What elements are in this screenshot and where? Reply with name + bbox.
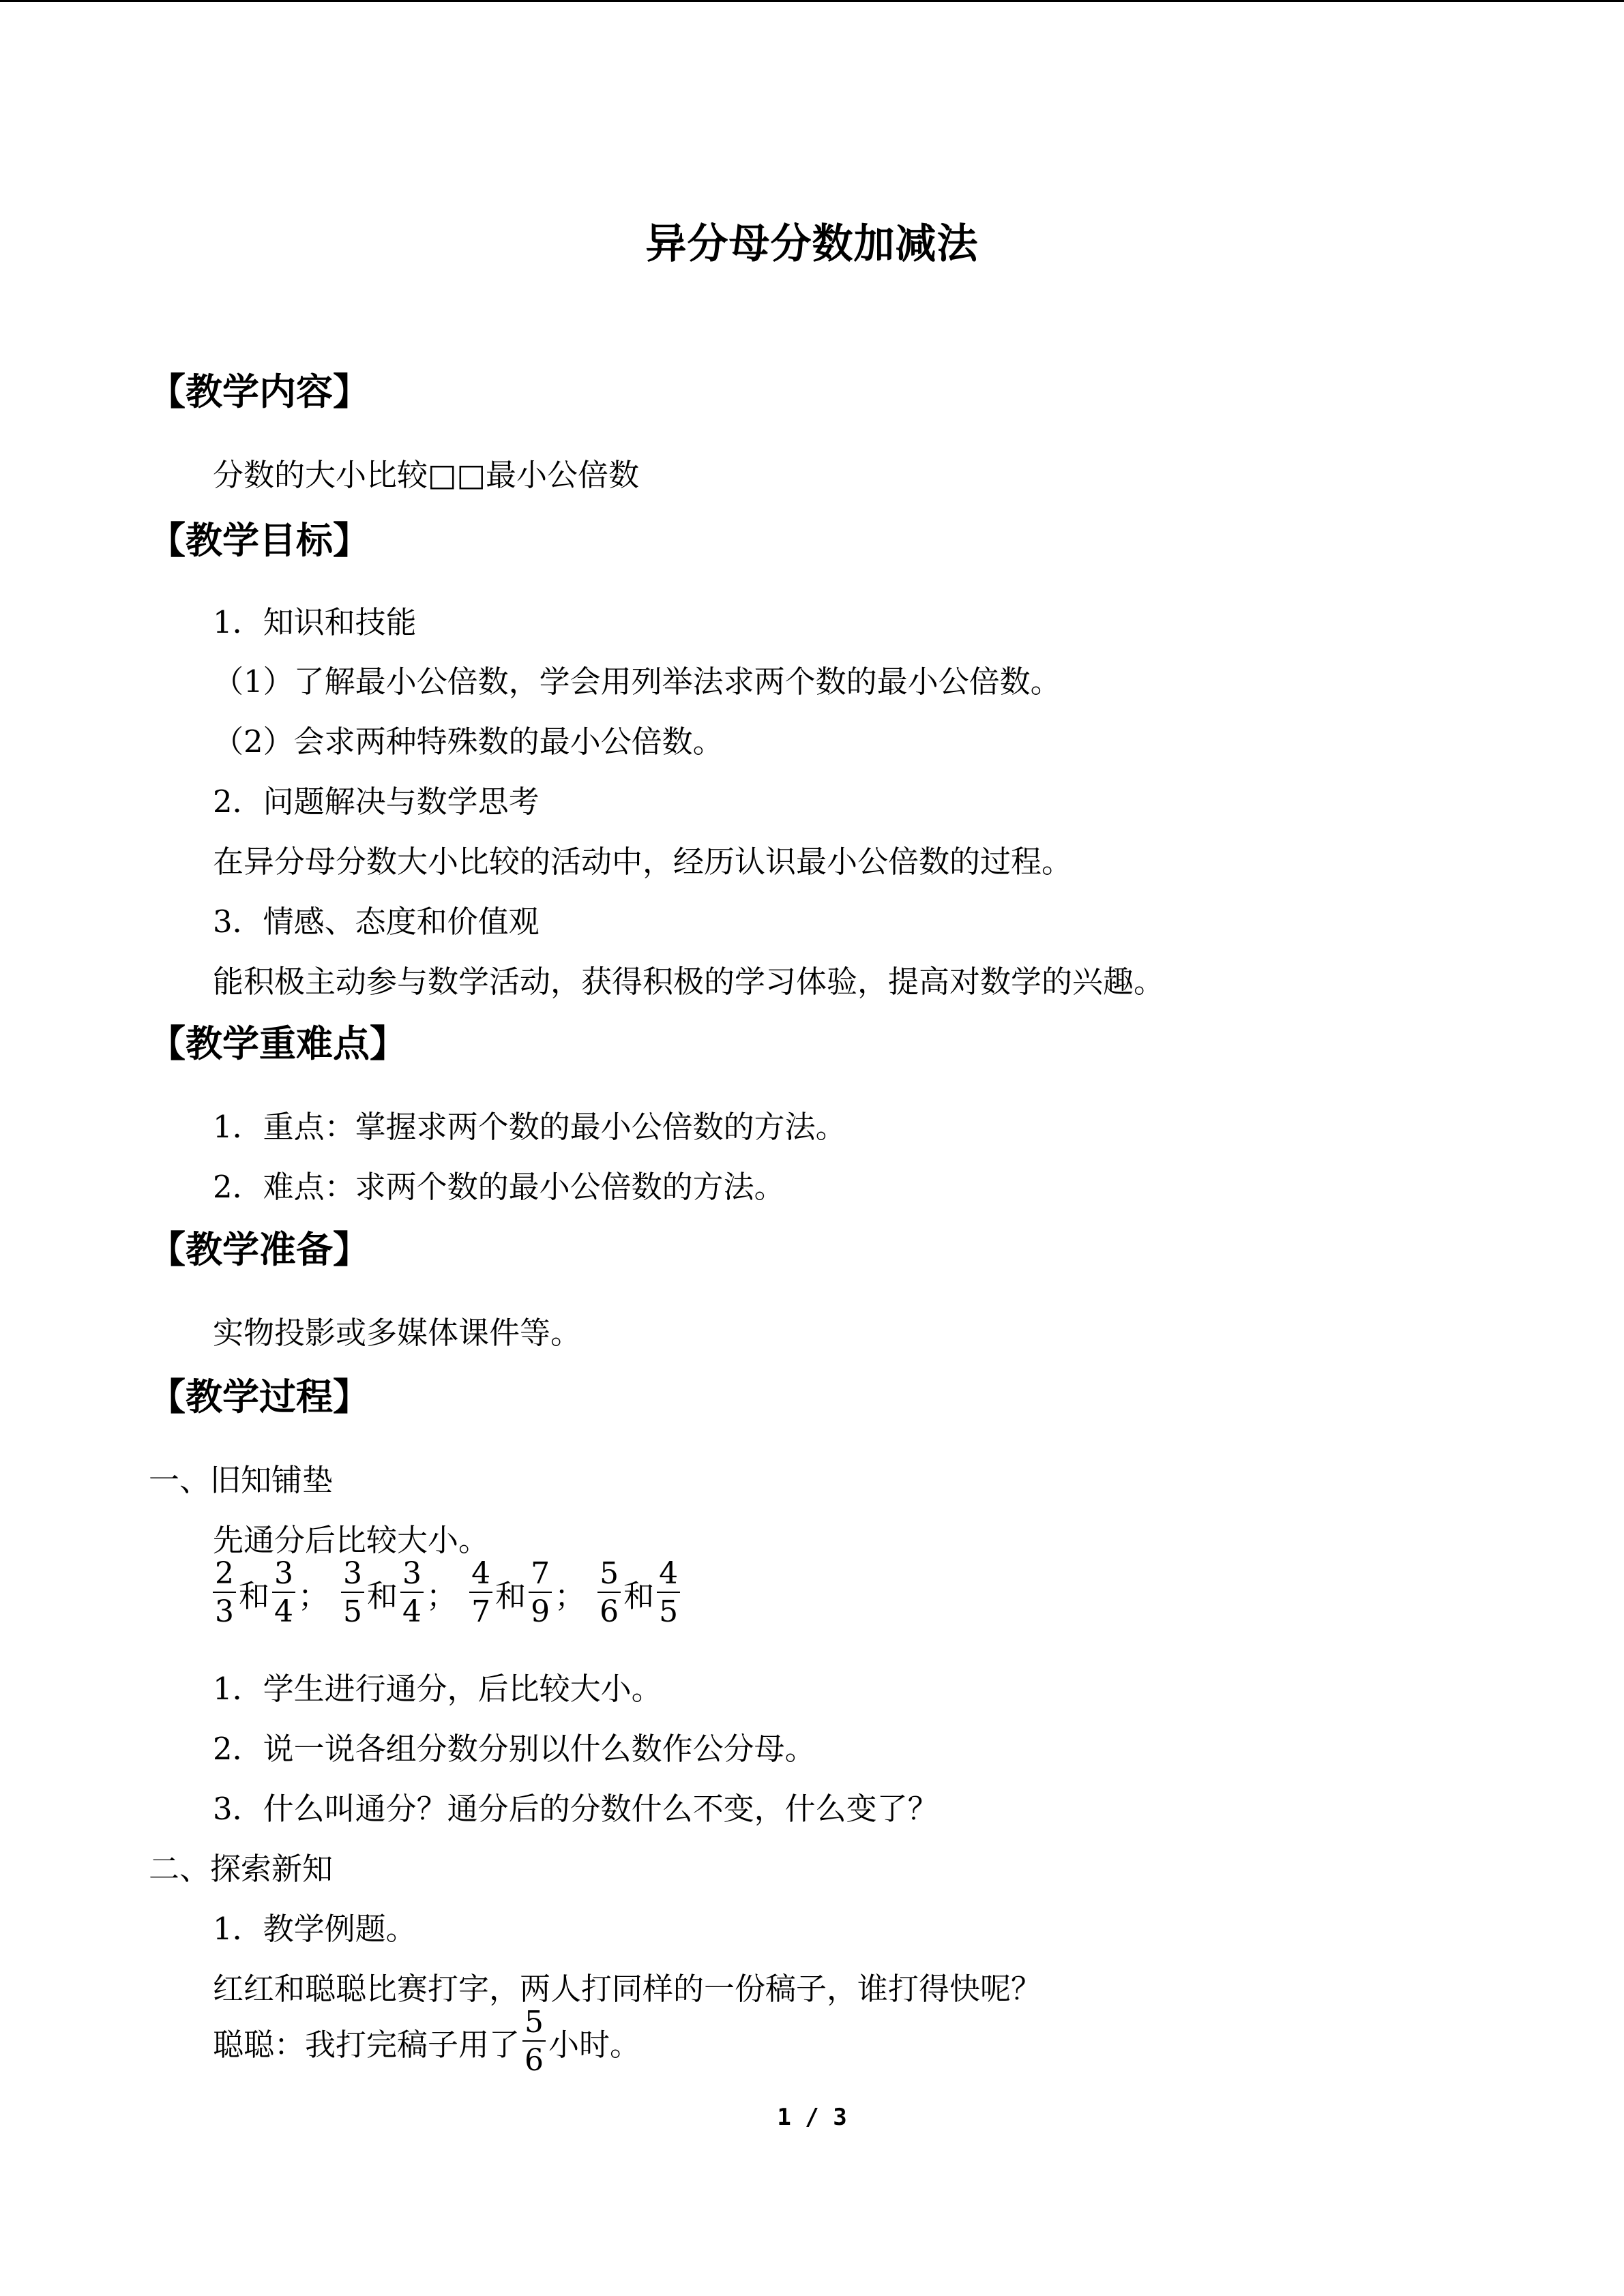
fraction xyxy=(400,1556,424,1629)
key-point-line: 2．难点：求两个数的最小公倍数的方法。 xyxy=(213,1169,785,1205)
fraction-denominator: 4 xyxy=(402,1594,422,1629)
section-heading-goals: 【教学目标】 xyxy=(149,518,370,562)
fraction-numerator: 4 xyxy=(657,1559,680,1593)
and-word: 和 xyxy=(367,1577,398,1614)
separator: ； xyxy=(298,1577,329,1614)
part1-intro: 先通分后比较大小。 xyxy=(213,1522,490,1558)
fraction-numerator: 2 xyxy=(213,1559,236,1593)
fraction-denominator: 6 xyxy=(600,1594,619,1629)
fraction-numerator: 4 xyxy=(469,1559,492,1593)
last-line-before: 聪聪：我打完稿子用了 xyxy=(213,2026,520,2063)
goal-line: 2．问题解决与数学思考 xyxy=(213,784,540,820)
part2-item: 1．教学例题。 xyxy=(213,1911,417,1947)
part1-heading: 一、旧知铺垫 xyxy=(149,1462,334,1498)
part2-item: 红红和聪聪比赛打字，两人打同样的一份稿子，谁打得快呢？ xyxy=(213,1971,1042,2007)
fraction xyxy=(657,1556,680,1629)
part2-heading: 二、探索新知 xyxy=(149,1851,334,1887)
fraction-numerator: 3 xyxy=(341,1559,364,1593)
fraction-numerator: 5 xyxy=(522,2008,546,2042)
last-line xyxy=(213,2005,643,2078)
separator: ； xyxy=(426,1577,458,1614)
top-border-line xyxy=(0,0,1624,2)
fraction xyxy=(597,1556,621,1629)
fraction xyxy=(272,1556,295,1629)
separator: ； xyxy=(555,1577,586,1614)
goal-line: 在异分母分数大小比较的活动中，经历认识最小公倍数的过程。 xyxy=(213,844,1073,880)
fraction-denominator: 9 xyxy=(531,1594,550,1629)
fraction-denominator: 4 xyxy=(274,1594,294,1629)
section-heading-key-points: 【教学重难点】 xyxy=(149,1022,407,1065)
fraction-denominator: 5 xyxy=(659,1594,679,1629)
fraction-numerator: 7 xyxy=(529,1559,552,1593)
goal-line: 3．情感、态度和价值观 xyxy=(213,904,540,940)
section-heading-process: 【教学过程】 xyxy=(149,1375,370,1418)
content-text: 分数的大小比较□□最小公倍数 xyxy=(213,457,640,493)
goal-line: 能积极主动参与数学活动，获得积极的学习体验，提高对数学的兴趣。 xyxy=(213,964,1165,1000)
fraction-denominator: 5 xyxy=(343,1594,363,1629)
key-point-line: 1．重点：掌握求两个数的最小公倍数的方法。 xyxy=(213,1109,846,1145)
fraction-pairs-row xyxy=(213,1556,680,1629)
fraction-numerator: 5 xyxy=(597,1559,621,1593)
part1-item: 3．什么叫通分？通分后的分数什么不变，什么变了？ xyxy=(213,1791,939,1827)
fraction xyxy=(341,1556,364,1629)
fraction xyxy=(213,1556,236,1629)
part1-item: 1．学生进行通分，后比较大小。 xyxy=(213,1671,662,1707)
fraction-denominator: 7 xyxy=(471,1594,491,1629)
preparation-text: 实物投影或多媒体课件等。 xyxy=(213,1315,582,1351)
section-heading-preparation: 【教学准备】 xyxy=(149,1227,370,1271)
page-title: 异分母分数加减法 xyxy=(645,220,979,268)
fraction xyxy=(469,1556,492,1629)
goal-line: 1．知识和技能 xyxy=(213,604,417,640)
page-number: 1 / 3 xyxy=(777,2104,847,2131)
fraction-denominator: 6 xyxy=(525,2043,544,2078)
and-word: 和 xyxy=(623,1577,655,1614)
goal-line: （2）会求两种特殊数的最小公倍数。 xyxy=(213,724,724,760)
part1-item: 2．说一说各组分数分别以什么数作公分母。 xyxy=(213,1731,816,1767)
and-word: 和 xyxy=(239,1577,270,1614)
fraction xyxy=(529,1556,552,1629)
goal-line: （1）了解最小公倍数，学会用列举法求两个数的最小公倍数。 xyxy=(213,664,1061,700)
fraction xyxy=(522,2005,546,2078)
and-word: 和 xyxy=(495,1577,527,1614)
last-line-after: 小时。 xyxy=(548,2026,641,2063)
fraction-numerator: 3 xyxy=(272,1559,295,1593)
fraction-numerator: 3 xyxy=(400,1559,424,1593)
fraction-denominator: 3 xyxy=(215,1594,234,1629)
section-heading-content: 【教学内容】 xyxy=(149,370,370,413)
